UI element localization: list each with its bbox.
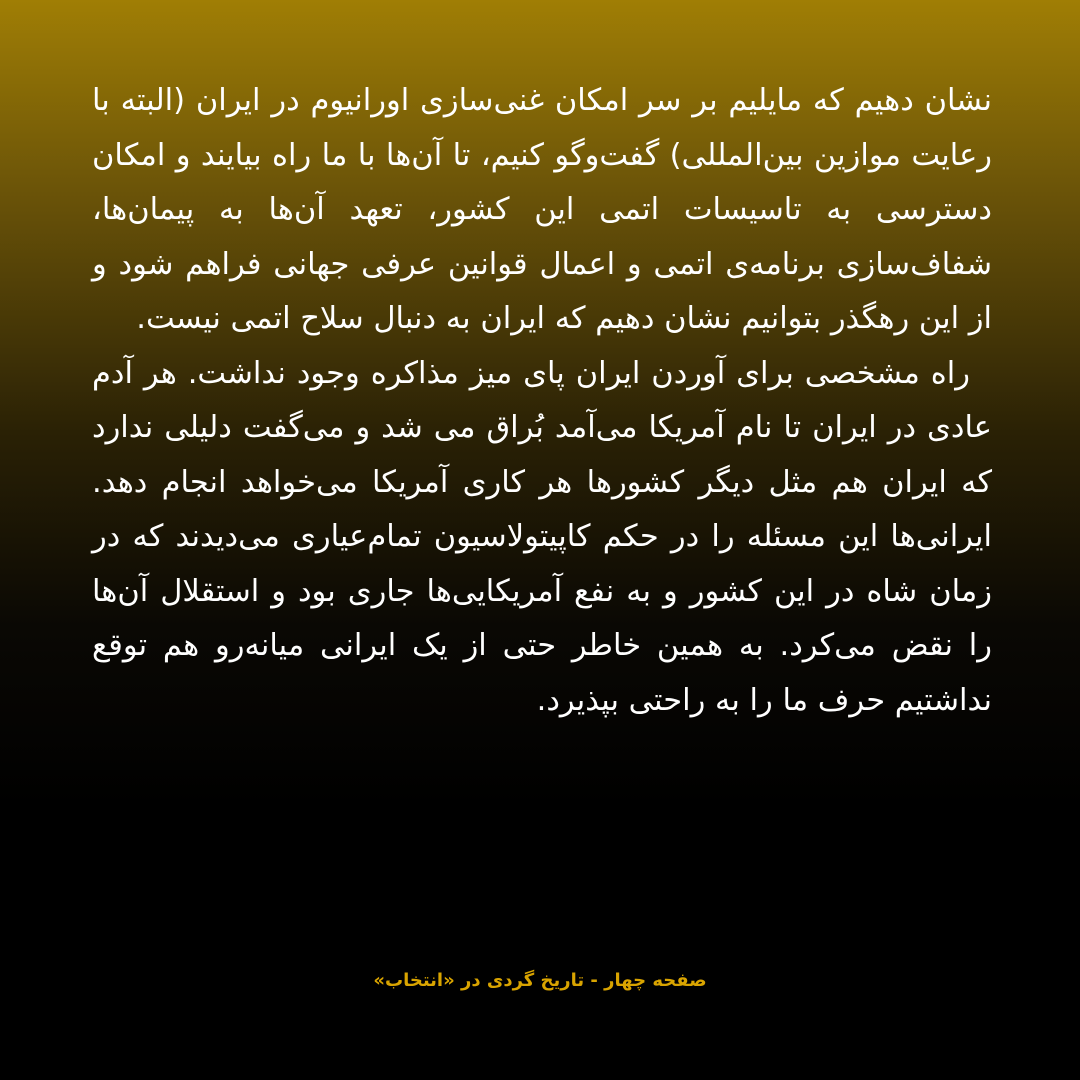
article-paragraph-2: راه مشخصی برای آوردن ایران پای میز مذاکره وجود نداشت. هر آدم عادی در ایران تا نام آمریکا می‌آمد بُراق می شد و می‌گفت دلیلی ندارد که ایران هم مثل دیگر کشورها هر کاری آمریکا می‌خواهد انجام دهد. ایرانی‌ها این مسئله را در حکم کاپیتولاسیون تمام‌عیاری می‌دیدند که در زمان شاه در این کشور و به نفع آمریکایی‌ها جاری بود و استقلال آن‌ها را نقض می‌کرد. به همین خاطر حتی از یک ایرانی میانه‌رو هم توقع نداشتیم حرف ما را به راحتی بپذیرد.: [92, 355, 992, 718]
article-text: [92, 74, 992, 728]
article-paragraph-1: نشان دهیم که مایلیم بر سر امکان غنی‌سازی اورانیوم در ایران (البته با رعایت موازین بین‌المللی) گفت‌وگو کنیم، تا آن‌ها با ما راه بیایند و امکان دسترسی به تاسیسات اتمی این کشور، تعهد آن‌ها به پیمان‌ها، شفاف‌سازی برنامه‌ی اتمی و اعمال قوانین عرفی جهانی فراهم شود و از این رهگذر بتوانیم نشان دهیم که ایران به دنبال سلاح اتمی نیست.: [92, 83, 992, 336]
footer-caption: صفحه چهار - تاریخ گردی در «انتخاب»: [373, 970, 707, 991]
